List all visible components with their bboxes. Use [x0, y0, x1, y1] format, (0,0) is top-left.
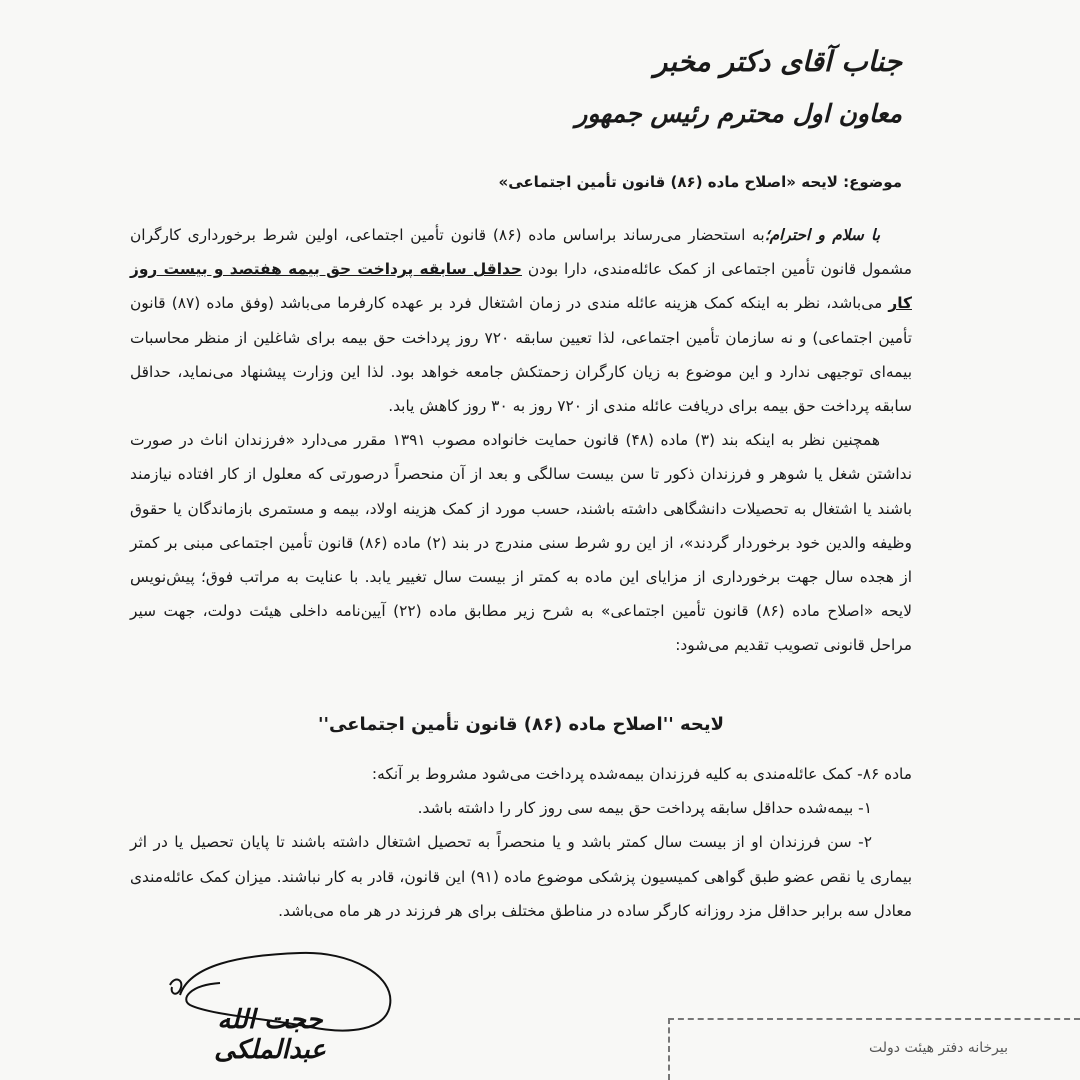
recipient-name: جناب آقای دکتر مخبر	[653, 45, 902, 78]
stamp-text: بیرخانه دفتر هیئت دولت	[869, 1040, 1008, 1056]
greeting: با سلام و احترام؛	[764, 226, 880, 244]
paragraph-1-underlined: حداقل سابقه پرداخت حق بیمه هفتصد و بیست روز کار	[130, 260, 912, 313]
paragraph-2: همچنین نظر به اینکه بند (۳) ماده (۴۸) قانون حمایت خانواده مصوب ۱۳۹۱ مقرر می‌دارد «فرزندان اناث در صورت نداشتن شغل یا شوهر و فرزندان ذکور تا سن بیست سالگی و بعد از آن منحصراً درصورتی که معلول از کار افتاده نیازمند باشند یا اشتغال به تحصیلات دانشگاهی داشته باشند، حسب مورد از کمک هزینه اولاد، بیمه و مستمری بازماندگان یا حقوق وظیفه والدین خود برخوردار گردند»، از این رو شرط سنی مندرج در بند (۲) ماده (۸۶) قانون تأمین اجتماعی مبنی بر کمتر از هجده سال جهت برخورداری از مزایای این ماده به کمتر از بیست سال تغییر یابد. با عنایت به مراتب فوق؛ پیش‌نویس لایحه «اصلاح ماده (۸۶) قانون تأمین اجتماعی» به شرح زیر مطابق ماده (۲۲) آیین‌نامه داخلی هیئت دولت، جهت سیر مراحل قانونی تصویب تقدیم می‌شود:	[130, 431, 912, 655]
paragraph-1-part-a: به استحضار می‌رساند براساس ماده (۸۶) قانون تأمین اجتماعی، اولین شرط برخورداری کارگران مشمول قانون تأمین اجتماعی از کمک عائله‌مندی، دارا بودن	[130, 226, 912, 279]
article-86-main: ماده ۸۶- کمک عائله‌مندی به کلیه فرزندان بیمه‌شده پرداخت می‌شود مشروط بر آنکه:	[371, 765, 912, 783]
letter-body	[130, 218, 912, 663]
recipient-title: معاون اول محترم رئیس جمهور	[575, 99, 902, 128]
article-item-2: ۲- سن فرزندان او از بیست سال کمتر باشد و یا منحصراً به تحصیل اشتغال داشته باشند تا پایان تحصیل یا در اثر بیماری یا نقص عضو طبق گواهی کمیسیون پزشکی موضوع ماده (۹۱) این قانون، قادر به کار نباشند. میزان کمک عائله‌مندی معادل سه برابر حداقل مزد روزانه کارگر ساده در مناطق مختلف برای هر فرزند در هر ماه می‌باشد.	[130, 833, 912, 920]
recipient-block	[575, 40, 902, 134]
secretariat-stamp	[668, 1018, 1080, 1080]
bill-articles	[130, 757, 912, 928]
subject-line: موضوع: لایحه «اصلاح ماده (۸۶) قانون تأمین اجتماعی»	[498, 173, 902, 191]
article-item-1: ۱- بیمه‌شده حداقل سابقه پرداخت حق بیمه سی روز کار را داشته باشد.	[417, 799, 872, 818]
signature-name: حجت الله عبدالملکی	[214, 1005, 326, 1065]
paragraph-1-part-b: می‌باشد، نظر به اینکه کمک هزینه عائله مندی در زمان اشتغال فرد بر عهده کارفرما می‌باشد (وفق ماده (۸۷) قانون تأمین اجتماعی) و نه سازمان تأمین اجتماعی، لذا تعیین سابقه ۷۲۰ روز پرداخت حق بیمه برای شاغلین از منظر محاسبات بیمه‌ای توجیهی ندارد و این موضوع به زیان کارگران زحمتکش جامعه خواهد بود. لذا این وزارت پیشنهاد می‌نماید، حداقل سابقه پرداخت حق بیمه برای دریافت عائله مندی از ۷۲۰ روز به ۳۰ روز کاهش یابد.	[130, 294, 912, 416]
paragraph-1	[130, 218, 912, 423]
bill-title: لایحه ''اصلاح ماده (۸۶) قانون تأمین اجتماعی''	[317, 714, 725, 735]
